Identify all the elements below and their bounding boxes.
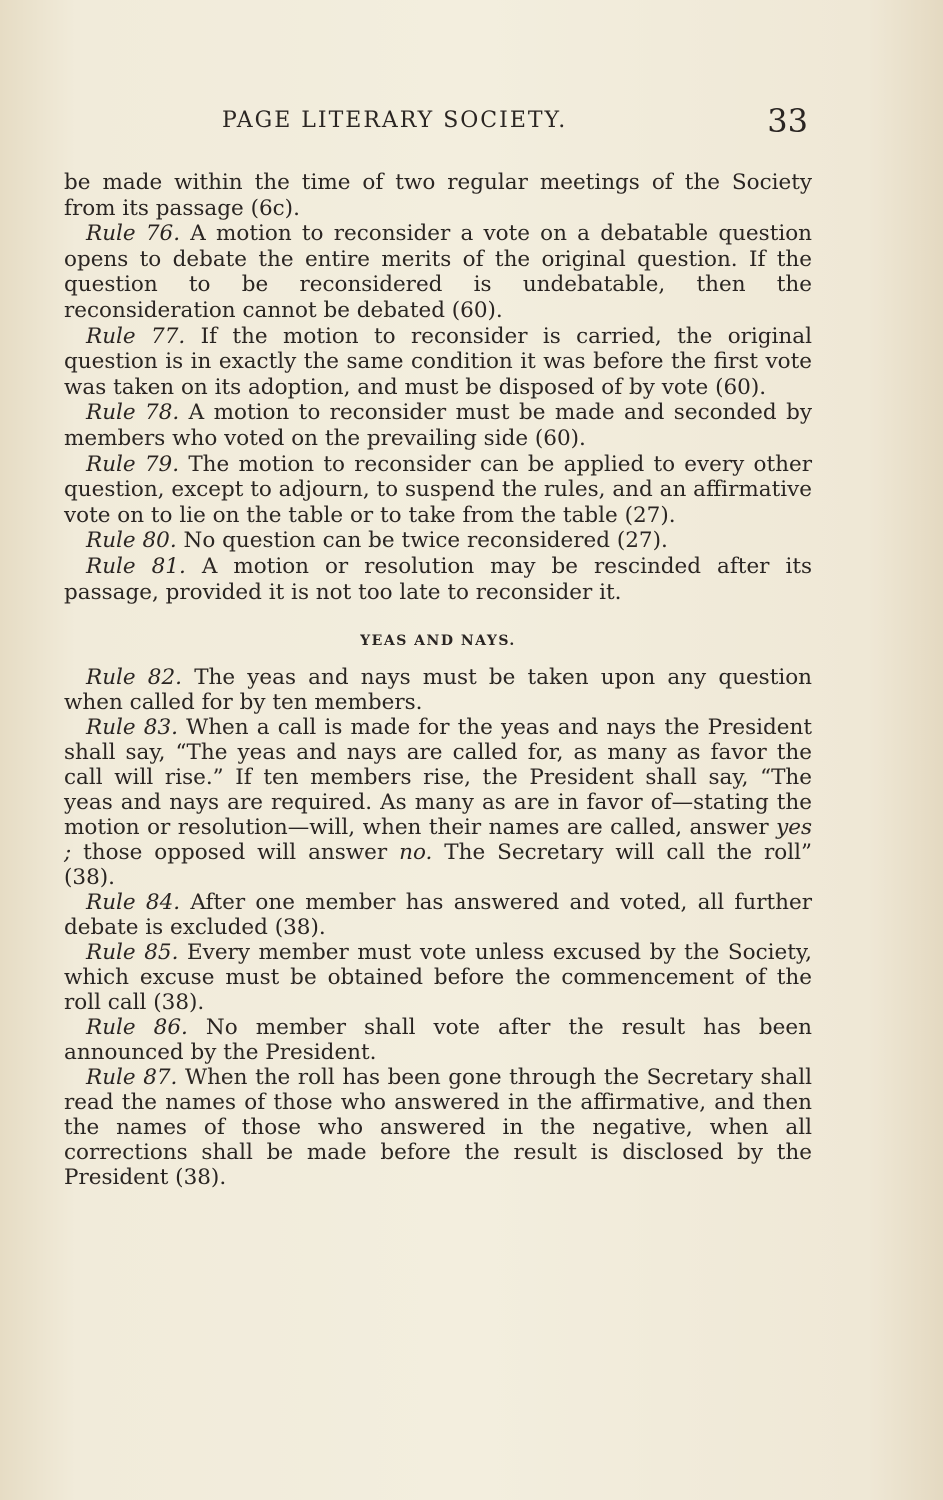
rule-label: Rule 77.: [86, 323, 186, 349]
rule-label: Rule 81.: [86, 553, 186, 579]
rule-81: [64, 554, 812, 605]
rule-label: Rule 79.: [86, 451, 180, 477]
rule-text: A motion to reconsider must be made and seconded by members who voted on the prevailing side (60).: [64, 400, 812, 451]
rule-text: When the roll has been gone through the Secretary shall read the names of those who answered in the affirmative, and then the names of those who answered in the negative, when all corrections shall be made before the result is disclosed by the President (38).: [64, 1064, 813, 1190]
rule-label: Rule 83.: [86, 714, 178, 740]
rule-text: Every member must vote unless excused by the Society, which excuse must be obtained before the commencement of the roll call (38).: [64, 939, 812, 1015]
rule-label: Rule 84.: [86, 889, 181, 915]
rule-83: [64, 715, 812, 890]
rule-label: Rule 87.: [86, 1064, 178, 1090]
rule-text: If the motion to reconsider is carried, the original question is in exactly the same condition it was before the first vote was taken on its adoption, and must be disposed of by vote (60).: [64, 323, 812, 400]
continuation-paragraph: be made within the time of two regular meetings of the Society from its passage (6c).: [64, 170, 812, 221]
rule-text: No question can be twice reconsidered (27).: [183, 528, 668, 554]
page-number: 33: [767, 102, 808, 140]
rule-text: The motion to reconsider can be applied to every other question, except to adjourn, to suspend the rules, and an affirmative vote on to lie on the table or to take from the table (27).: [64, 451, 812, 528]
rule-77: [64, 324, 812, 401]
rule-text: No member shall vote after the result has been announced by the President.: [64, 1014, 812, 1065]
rule-87: [64, 1065, 812, 1190]
italic-no: no.: [399, 839, 433, 865]
section-heading: YEAS AND NAYS.: [360, 633, 516, 650]
rule-text: The yeas and nays must be taken upon any question when called for by ten members.: [64, 664, 813, 715]
rule-label: Rule 86.: [86, 1014, 188, 1040]
rule-86: [64, 1015, 812, 1065]
rule-label: Rule 76.: [86, 221, 181, 247]
rule-label: Rule 78.: [86, 400, 180, 426]
rule-label: Rule 80.: [86, 528, 177, 554]
page-header: [64, 104, 808, 144]
rule-text: A motion or resolution may be rescinded after its passage, provided it is not too late to reconsider it.: [64, 553, 812, 605]
body-text: [64, 170, 812, 1190]
rule-text: When a call is made for the yeas and nays the President shall say, “The yeas and nays are called for, as many as favor the call will rise.” If ten members rise, the President shall say, “The yeas and nays are required. As many as are in favor of—stating the motion or resolution—will, when their names are called, answer: [64, 714, 813, 840]
rule-text: The Secretary will call the roll” (38).: [64, 839, 812, 890]
rule-82: [64, 665, 812, 715]
rule-85: [64, 940, 812, 1015]
rule-76: [64, 221, 812, 323]
rule-text: those opposed will answer: [83, 839, 388, 865]
running-head: PAGE LITERARY SOCIETY.: [222, 108, 568, 133]
rule-80: [64, 528, 812, 554]
italic-yes: yes ;: [64, 814, 812, 865]
rule-text: A motion to reconsider a vote on a debatable question opens to debate the entire merits of the original question. If the question to be reconsidered is undebatable, then the reconsideration cannot be debated (60).: [64, 221, 812, 323]
rule-79: [64, 452, 812, 529]
rule-label: Rule 85.: [86, 939, 179, 965]
rule-84: [64, 890, 812, 940]
rule-78: [64, 400, 812, 451]
rule-text: After one member has answered and voted, all further debate is excluded (38).: [64, 889, 812, 940]
rule-label: Rule 82.: [86, 664, 183, 690]
yeas-nays-rules: [64, 665, 812, 1190]
